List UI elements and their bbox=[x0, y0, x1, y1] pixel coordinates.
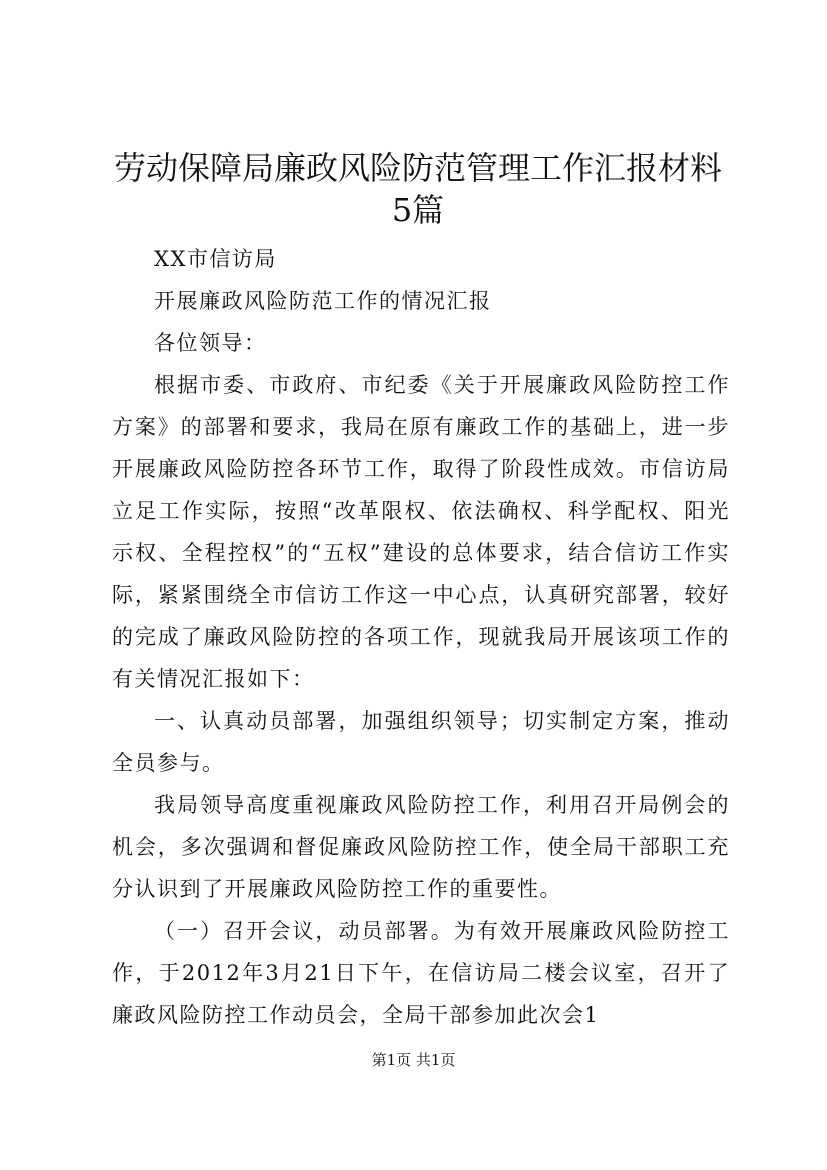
issuer-line: XX市信访局 bbox=[154, 247, 277, 271]
report-subtitle: 开展廉政风险防范工作的情况汇报 bbox=[154, 289, 492, 313]
section-heading: 一、认真动员部署，加强组织领导；切实制定方案，推动全员参与。 bbox=[112, 709, 730, 775]
body-paragraph: 我局领导高度重视廉政风险防控工作，利用召开局例会的机会，多次强调和督促廉政风险防控工作，使全局干部职工充分认识到了开展廉政风险防控工作的重要性。 bbox=[112, 793, 730, 901]
salutation: 各位领导： bbox=[154, 331, 267, 355]
body-paragraph: 根据市委、市政府、市纪委《关于开展廉政风险防控工作方案》的部署和要求，我局在原有廉政工作的基础上，进一步开展廉政风险防控各环节工作，取得了阶段性成效。市信访局立足工作实际，按照“改革限权、依法确权、科学配权、阳光示权、全程控权”的“五权”建设的总体要求，结合信访工作实际，紧紧围绕全市信访工作这一中心点，认真研究部署，较好的完成了廉政风险防控的各项工作，现就我局开展该项工作的有关情况汇报如下： bbox=[112, 373, 730, 691]
document-body bbox=[112, 238, 730, 1036]
page-footer: 第1页 共1页 bbox=[371, 1051, 456, 1069]
document-title: 劳动保障局廉政风险防范管理工作汇报材料5篇 bbox=[113, 149, 722, 229]
body-paragraph: （一）召开会议，动员部署。为有效开展廉政风险防控工作，于2012年3月21日下午，在信访局二楼会议室，召开了廉政风险防控工作动员会，全局干部参加此次会1 bbox=[112, 919, 730, 1027]
